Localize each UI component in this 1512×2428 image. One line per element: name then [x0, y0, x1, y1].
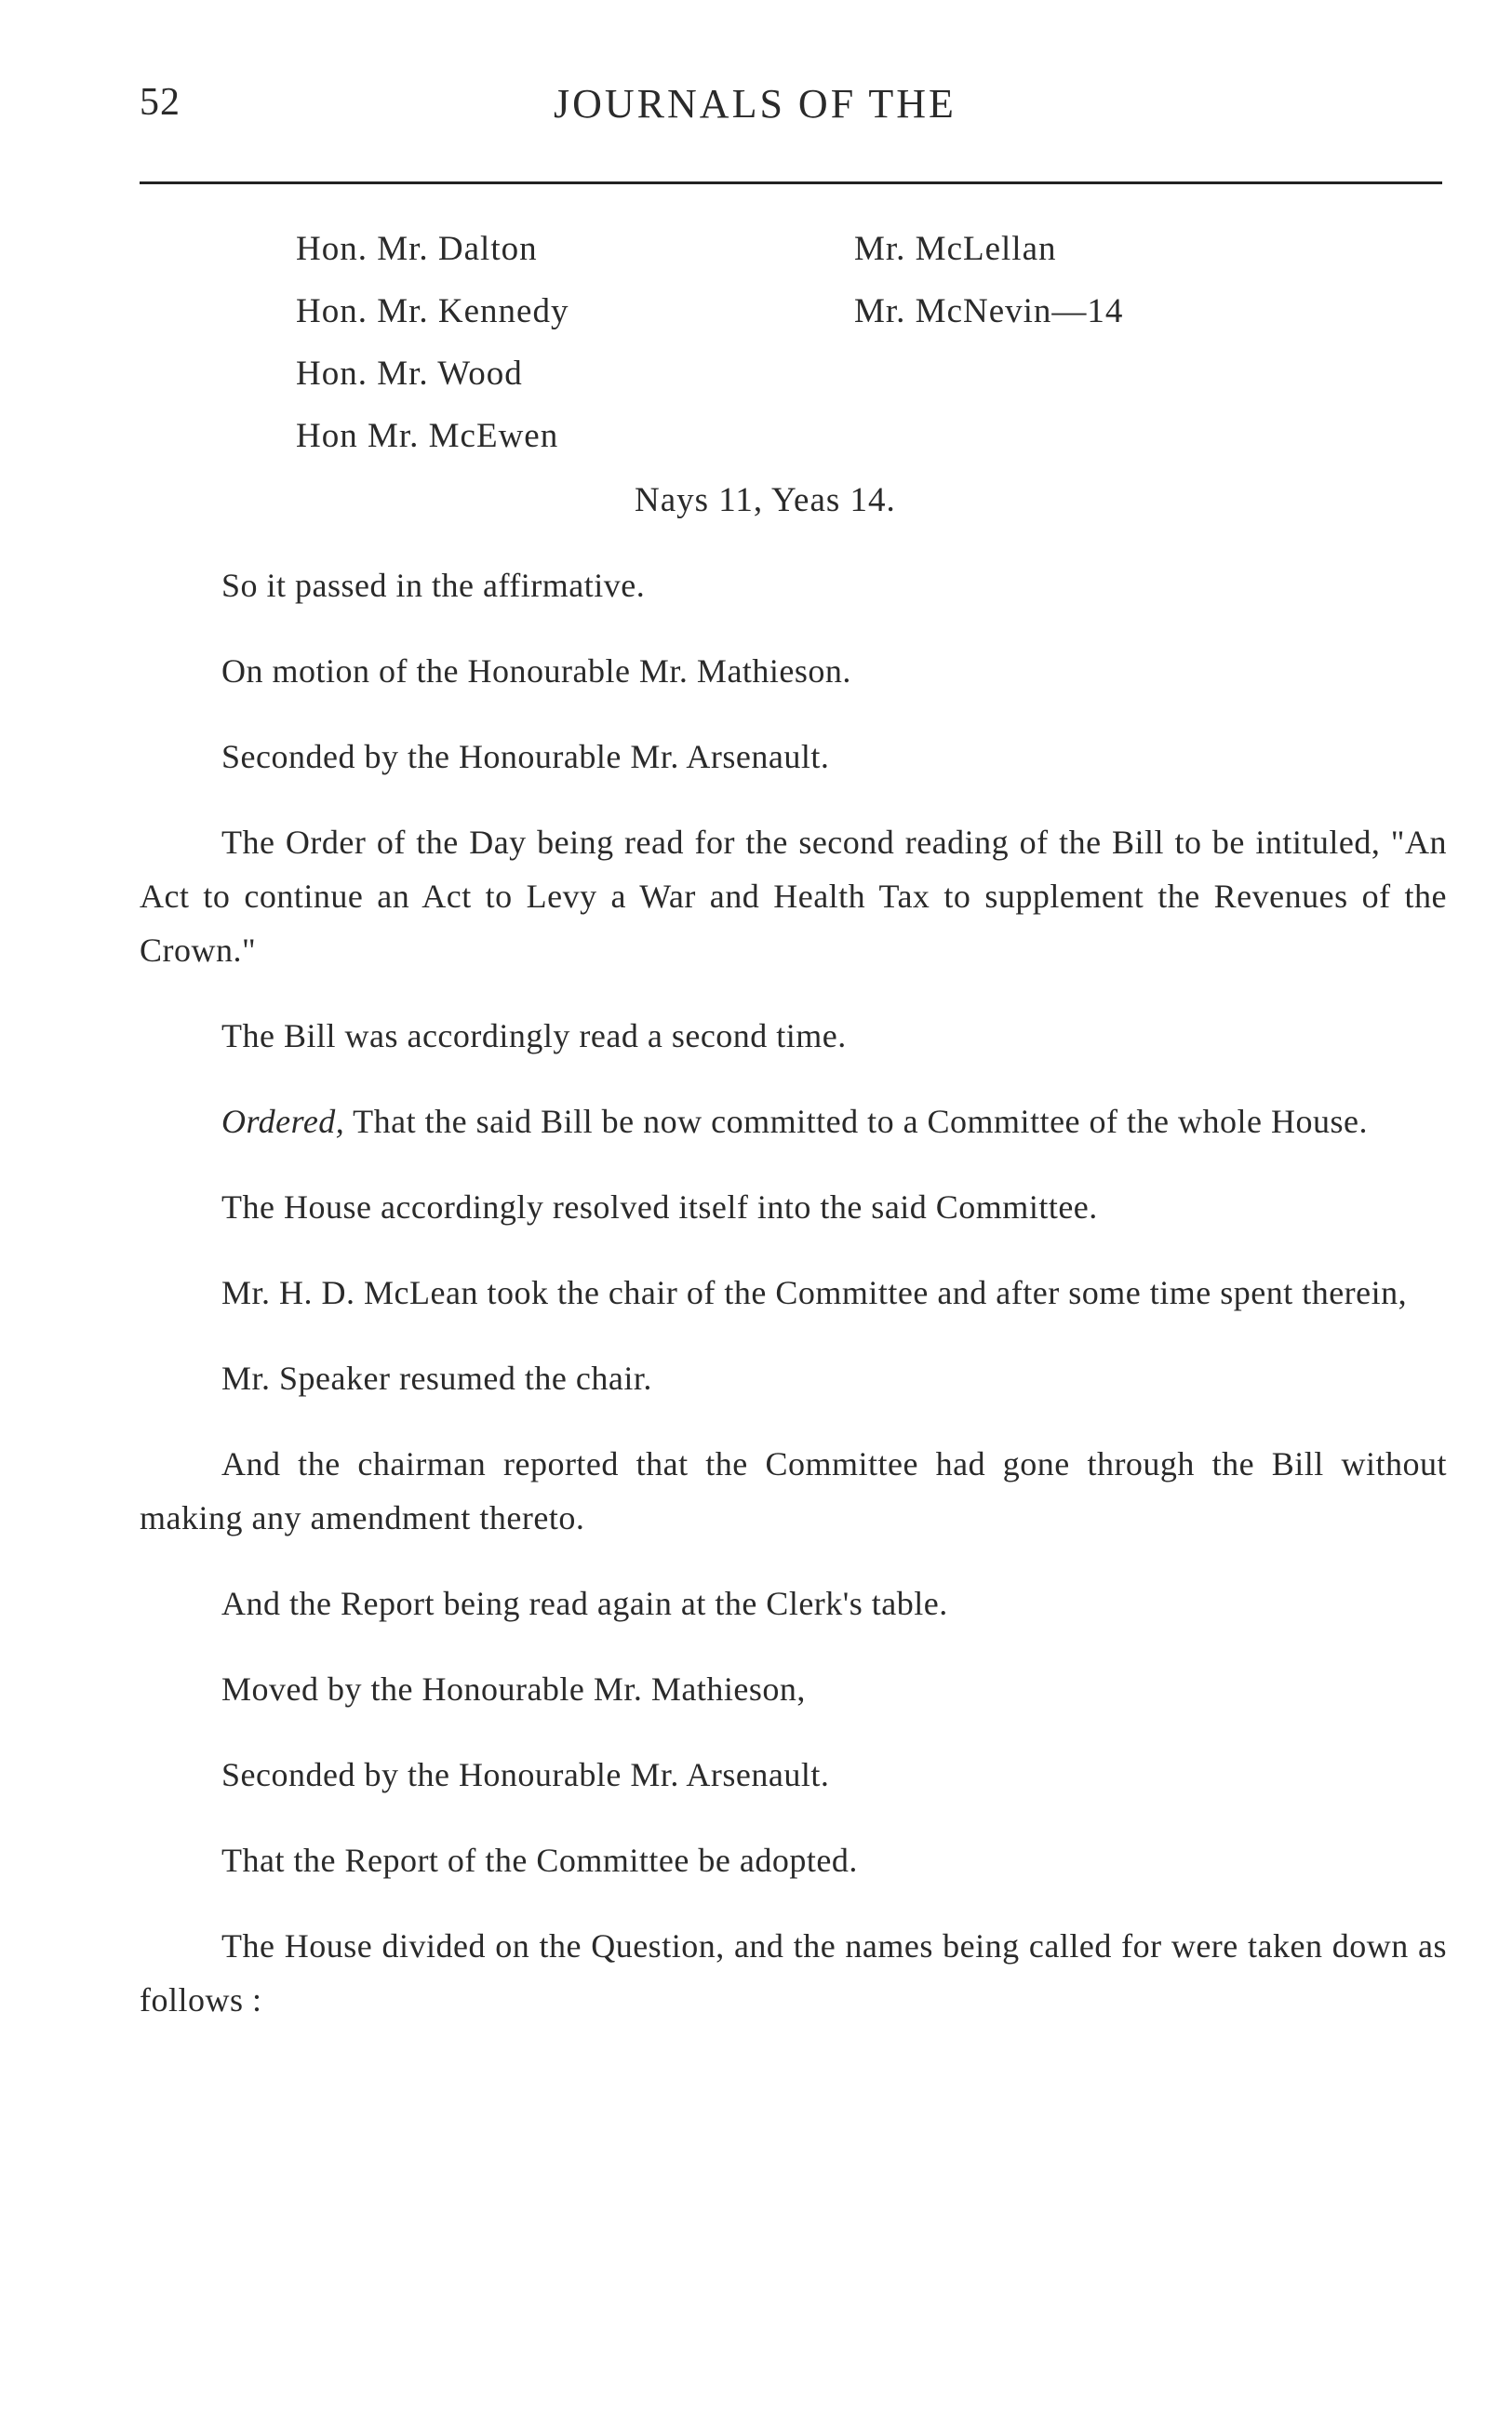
vote-tally: Nays 11, Yeas 14. [635, 481, 896, 519]
paragraph: Mr. H. D. McLean took the chair of the Committee and after some time spent therein, [221, 1274, 1408, 1311]
vote-column-left [296, 223, 761, 473]
paragraph: And the chairman reported that the Committee had gone through the Bill without making any amendment thereto. [140, 1445, 1447, 1536]
vote-name: Hon. Mr. Dalton [296, 230, 538, 268]
paragraph-text: That the said Bill be now committed to a Committee of the whole House. [344, 1103, 1368, 1140]
paragraph: The Order of the Day being read for the second reading of the Bill to be intituled, "An Act to continue an Act to Levy a War and Health Tax to supplement the Revenues of the Crown." [140, 824, 1447, 969]
header-rule [140, 181, 1442, 184]
paragraph: On motion of the Honourable Mr. Mathieson. [221, 652, 851, 690]
body-text [140, 558, 1447, 2059]
paragraph [140, 1094, 1447, 1148]
paragraph: So it passed in the affirmative. [221, 567, 646, 604]
page-header [140, 73, 1442, 138]
vote-name: Mr. McNevin—14 [854, 292, 1124, 330]
paragraph: The House divided on the Question, and the names being called for were taken down as follows : [140, 1927, 1447, 2019]
paragraph: Mr. Speaker resumed the chair. [221, 1360, 652, 1397]
paragraph: And the Report being read again at the Clerk's table. [221, 1585, 948, 1622]
vote-column-right [854, 223, 1319, 348]
paragraph: The House accordingly resolved itself into the said Committee. [221, 1188, 1098, 1226]
vote-name: Mr. McLellan [854, 230, 1057, 268]
vote-name: Hon. Mr. Wood [296, 355, 523, 393]
paragraph: Moved by the Honourable Mr. Mathieson, [221, 1670, 806, 1708]
paragraph: That the Report of the Committee be adopted. [221, 1842, 858, 1879]
page-number: 52 [140, 81, 181, 124]
paragraph: The Bill was accordingly read a second time. [221, 1017, 847, 1054]
ordered-label: Ordered, [221, 1103, 345, 1140]
running-head: JOURNALS OF THE [554, 81, 957, 127]
vote-name: Hon. Mr. Kennedy [296, 292, 569, 330]
paragraph: Seconded by the Honourable Mr. Arsenault. [221, 1756, 830, 1793]
paragraph: Seconded by the Honourable Mr. Arsenault. [221, 738, 830, 775]
vote-name: Hon Mr. McEwen [296, 417, 559, 455]
